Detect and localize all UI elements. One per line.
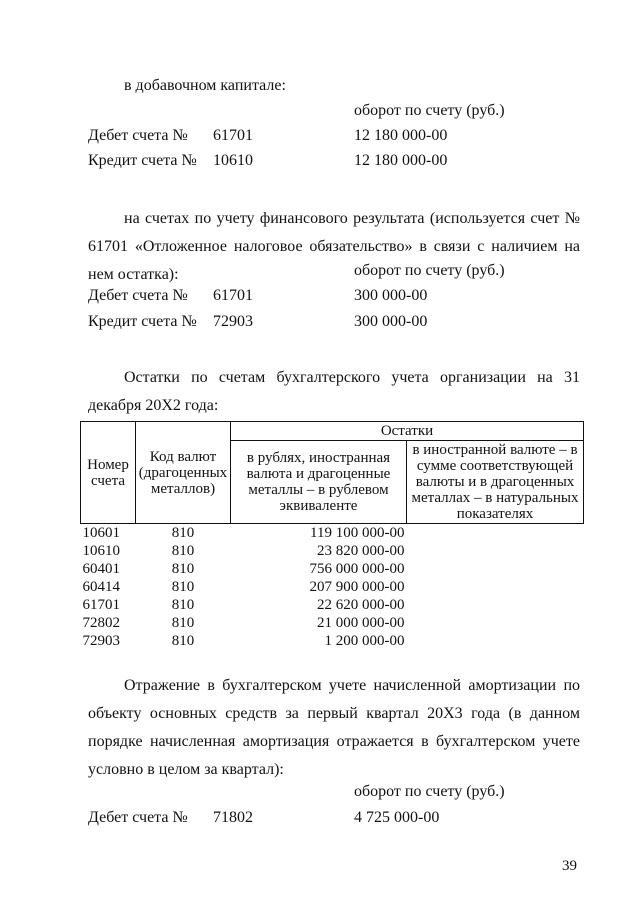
- cell-account: 72903: [82, 632, 120, 649]
- block2-debit-account: 61701: [213, 287, 253, 304]
- cell-foreign: [407, 614, 584, 632]
- table-row: [81, 596, 584, 614]
- cell-currency-code: 810: [171, 524, 195, 541]
- cell-foreign: [407, 596, 584, 614]
- cell-currency-code: 810: [171, 578, 195, 595]
- cell-foreign: [407, 632, 584, 650]
- balances-intro: Остатки по счетам бухгалтерского учета организации на 31 декабря 20Х2 года:: [88, 369, 580, 414]
- cell-rubles: 22 620 000-00: [317, 596, 405, 613]
- cell-currency-code: 810: [171, 596, 195, 613]
- cell-account: 60414: [82, 578, 120, 595]
- table-row: [81, 578, 584, 596]
- block1-debit-label: Дебет счета №: [88, 127, 188, 144]
- cell-foreign: [407, 560, 584, 578]
- cell-foreign: [407, 578, 584, 596]
- cell-currency-code: 810: [171, 560, 195, 577]
- table-row: [81, 524, 584, 543]
- header-account-number: Номер счета: [81, 422, 136, 524]
- block1-debit-amount: 12 180 000-00: [354, 127, 448, 144]
- cell-account: 60401: [82, 560, 120, 577]
- cell-rubles: 1 200 000-00: [324, 632, 405, 649]
- header-remainders: Остатки: [231, 422, 584, 441]
- cell-account: 10601: [82, 524, 120, 541]
- cell-currency-code: 810: [171, 632, 195, 649]
- block2-intro: на счетах по учету финансового результата (используется счет № 61701 «Отложенное налоговое обязательство» в связи с наличием на нем остатка):: [88, 210, 580, 283]
- balances-table: [80, 421, 584, 650]
- block2-credit-account: 72903: [213, 313, 253, 330]
- block3-turnover-header: оборот по счету (руб.): [354, 783, 505, 800]
- table-row: [81, 560, 584, 578]
- cell-account: 72802: [82, 614, 120, 631]
- block3-intro: Отражение в бухгалтерском учете начисленной амортизации по объекту основных средств за первый квартал 20Х3 года (в данном порядке начисленная амортизация отражается в бухгалтерском учете условно в целом за квартал):: [88, 677, 580, 778]
- block2-turnover-header: оборот по счету (руб.): [354, 262, 505, 279]
- block3-debit-label: Дебет счета №: [88, 809, 188, 826]
- block3-debit-account: 71802: [213, 809, 253, 826]
- cell-currency-code: 810: [171, 542, 195, 559]
- cell-foreign: [407, 542, 584, 560]
- header-foreign: в иностранной валюте – в сумме соответствующей валюты и в драгоценных металлах – в натуральных показателях: [407, 441, 584, 524]
- cell-rubles: 756 000 000-00: [309, 560, 405, 577]
- block1-intro: в добавочном капитале:: [124, 77, 286, 94]
- cell-account: 61701: [82, 596, 120, 613]
- block2-debit-amount: 300 000-00: [354, 287, 428, 304]
- cell-rubles: 23 820 000-00: [317, 542, 405, 559]
- cell-account: 10610: [82, 542, 120, 559]
- block2-credit-label: Кредит счета №: [88, 313, 197, 330]
- block1-credit-account: 10610: [213, 152, 253, 169]
- header-rubles: в рублях, иностранная валюта и драгоценные металлы – в рублевом эквиваленте: [231, 441, 407, 524]
- block1-credit-amount: 12 180 000-00: [354, 152, 448, 169]
- table-row: [81, 614, 584, 632]
- table-row: [81, 632, 584, 650]
- cell-rubles: 21 000 000-00: [317, 614, 405, 631]
- cell-rubles: 207 900 000-00: [309, 578, 405, 595]
- block1-debit-account: 61701: [213, 127, 253, 144]
- cell-currency-code: 810: [171, 614, 195, 631]
- block1-credit-label: Кредит счета №: [88, 152, 197, 169]
- cell-foreign: [407, 524, 584, 543]
- header-currency-code: Код валют (драгоценных металлов): [136, 422, 231, 524]
- block1-turnover-header: оборот по счету (руб.): [354, 102, 505, 119]
- block2-credit-amount: 300 000-00: [354, 313, 428, 330]
- block2-debit-label: Дебет счета №: [88, 287, 188, 304]
- page-number: 39: [562, 858, 577, 874]
- block3-debit-amount: 4 725 000-00: [354, 809, 440, 826]
- table-row: [81, 542, 584, 560]
- cell-rubles: 119 100 000-00: [310, 524, 405, 541]
